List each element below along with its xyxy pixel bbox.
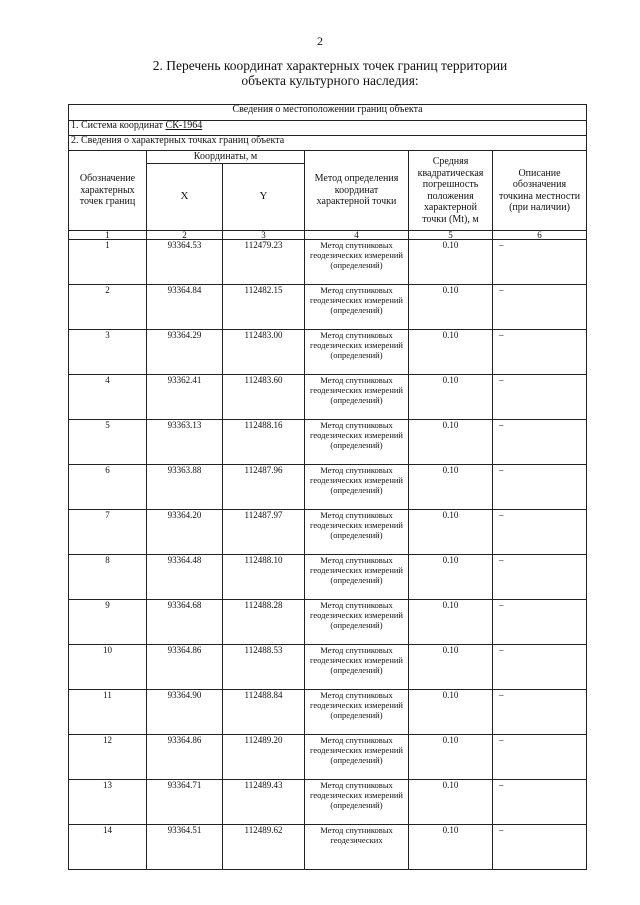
column-number: 3	[223, 231, 305, 240]
page-number: 2	[317, 34, 323, 48]
y-coordinate-cell: 112489.62	[223, 825, 305, 870]
method-cell: Метод спутниковых геодезических измерений (определений)	[305, 555, 409, 600]
method-cell: Метод спутниковых геодезических измерений (определений)	[305, 510, 409, 555]
x-coordinate-cell: 93364.48	[147, 555, 223, 600]
table-row	[69, 735, 587, 780]
table-row	[69, 600, 587, 645]
y-coordinate-cell: 112483.60	[223, 375, 305, 420]
coord-system-row	[69, 121, 587, 136]
x-coordinate-cell: 93364.53	[147, 240, 223, 285]
error-cell: 0.10	[409, 690, 493, 735]
point-id-cell: 3	[69, 330, 147, 375]
method-cell: Метод спутниковых геодезических измерений (определений)	[305, 330, 409, 375]
error-cell: 0.10	[409, 465, 493, 510]
error-cell: 0.10	[409, 240, 493, 285]
x-coordinate-cell: 93364.86	[147, 735, 223, 780]
header-coordinates: Координаты, м	[147, 151, 305, 164]
x-coordinate-cell: 93364.84	[147, 285, 223, 330]
coord-system-label: 1. Система координат	[71, 120, 166, 131]
error-cell: 0.10	[409, 780, 493, 825]
y-coordinate-cell: 112489.43	[223, 780, 305, 825]
point-id-cell: 11	[69, 690, 147, 735]
method-cell: Метод спутниковых геодезических измерений (определений)	[305, 465, 409, 510]
y-coordinate-cell: 112487.97	[223, 510, 305, 555]
method-cell: Метод спутниковых геодезических измерений (определений)	[305, 735, 409, 780]
table-row	[69, 375, 587, 420]
y-coordinate-cell: 112483.00	[223, 330, 305, 375]
point-id-cell: 14	[69, 825, 147, 870]
description-cell: –	[493, 600, 587, 645]
table-row	[69, 510, 587, 555]
description-cell: –	[493, 510, 587, 555]
method-cell: Метод спутниковых геодезических измерений (определений)	[305, 285, 409, 330]
error-cell: 0.10	[409, 735, 493, 780]
page-heading	[60, 58, 600, 88]
error-cell: 0.10	[409, 645, 493, 690]
method-cell: Метод спутниковых геодезических измерений (определений)	[305, 690, 409, 735]
table-row	[69, 465, 587, 510]
description-cell: –	[493, 645, 587, 690]
heading-line-1: 2. Перечень координат характерных точек границ территории	[152, 58, 508, 73]
method-cell: Метод спутниковых геодезических измерений (определений)	[305, 375, 409, 420]
method-cell: Метод спутниковых геодезических измерений (определений)	[305, 240, 409, 285]
table-row	[69, 285, 587, 330]
method-cell: Метод спутниковых геодезических измерений (определений)	[305, 780, 409, 825]
table-row	[69, 240, 587, 285]
error-cell: 0.10	[409, 420, 493, 465]
description-cell: –	[493, 465, 587, 510]
y-coordinate-cell: 112489.20	[223, 735, 305, 780]
x-coordinate-cell: 93364.68	[147, 600, 223, 645]
table-row	[69, 645, 587, 690]
y-coordinate-cell: 112479.23	[223, 240, 305, 285]
point-id-cell: 6	[69, 465, 147, 510]
point-id-cell: 5	[69, 420, 147, 465]
description-cell: –	[493, 555, 587, 600]
point-id-cell: 8	[69, 555, 147, 600]
x-coordinate-cell: 93363.88	[147, 465, 223, 510]
column-number: 6	[493, 231, 587, 240]
point-id-cell: 12	[69, 735, 147, 780]
column-number: 4	[305, 231, 409, 240]
table-row	[69, 780, 587, 825]
method-cell: Метод спутниковых геодезических измерений (определений)	[305, 645, 409, 690]
description-cell: –	[493, 735, 587, 780]
point-id-cell: 2	[69, 285, 147, 330]
description-cell: –	[493, 420, 587, 465]
description-cell: –	[493, 240, 587, 285]
point-id-cell: 10	[69, 645, 147, 690]
header-error: Средняя квадратическая погрешность положения характерной точки (Mt), м	[409, 151, 493, 231]
error-cell: 0.10	[409, 330, 493, 375]
error-cell: 0.10	[409, 375, 493, 420]
coord-system-value: СК-1964	[165, 120, 203, 131]
y-coordinate-cell: 112488.84	[223, 690, 305, 735]
header-method: Метод определения координат характерной точки	[305, 151, 409, 231]
heading-line-2: объекта культурного наследия:	[241, 73, 419, 88]
description-cell: –	[493, 375, 587, 420]
point-id-cell: 1	[69, 240, 147, 285]
description-cell: –	[493, 690, 587, 735]
table-banner: Сведения о местоположении границ объекта	[69, 105, 587, 121]
table-row	[69, 825, 587, 870]
error-cell: 0.10	[409, 825, 493, 870]
error-cell: 0.10	[409, 555, 493, 600]
description-cell: –	[493, 825, 587, 870]
header-y: Y	[223, 164, 305, 231]
header-description: Описание обозначения точкина местности (при наличии)	[493, 151, 587, 231]
x-coordinate-cell: 93364.71	[147, 780, 223, 825]
point-id-cell: 4	[69, 375, 147, 420]
x-coordinate-cell: 93364.51	[147, 825, 223, 870]
points-section-row: 2. Сведения о характерных точках границ объекта	[69, 136, 587, 151]
column-number: 5	[409, 231, 493, 240]
y-coordinate-cell: 112488.16	[223, 420, 305, 465]
point-id-cell: 7	[69, 510, 147, 555]
y-coordinate-cell: 112488.10	[223, 555, 305, 600]
column-number-row	[69, 231, 587, 240]
x-coordinate-cell: 93362.41	[147, 375, 223, 420]
x-coordinate-cell: 93363.13	[147, 420, 223, 465]
table-row	[69, 330, 587, 375]
y-coordinate-cell: 112488.28	[223, 600, 305, 645]
y-coordinate-cell: 112487.96	[223, 465, 305, 510]
x-coordinate-cell: 93364.86	[147, 645, 223, 690]
description-cell: –	[493, 330, 587, 375]
boundary-points-table	[68, 104, 587, 870]
x-coordinate-cell: 93364.20	[147, 510, 223, 555]
method-cell: Метод спутниковых геодезических	[305, 825, 409, 870]
column-number: 2	[147, 231, 223, 240]
header-point-id: Обозначение характерных точек границ	[69, 151, 147, 231]
header-x: X	[147, 164, 223, 231]
table-row	[69, 420, 587, 465]
error-cell: 0.10	[409, 600, 493, 645]
column-number: 1	[69, 231, 147, 240]
x-coordinate-cell: 93364.29	[147, 330, 223, 375]
error-cell: 0.10	[409, 510, 493, 555]
point-id-cell: 9	[69, 600, 147, 645]
table-row	[69, 690, 587, 735]
x-coordinate-cell: 93364.90	[147, 690, 223, 735]
y-coordinate-cell: 112488.53	[223, 645, 305, 690]
y-coordinate-cell: 112482.15	[223, 285, 305, 330]
table-row	[69, 555, 587, 600]
method-cell: Метод спутниковых геодезических измерений (определений)	[305, 420, 409, 465]
error-cell: 0.10	[409, 285, 493, 330]
description-cell: –	[493, 285, 587, 330]
point-id-cell: 13	[69, 780, 147, 825]
description-cell: –	[493, 780, 587, 825]
method-cell: Метод спутниковых геодезических измерений (определений)	[305, 600, 409, 645]
